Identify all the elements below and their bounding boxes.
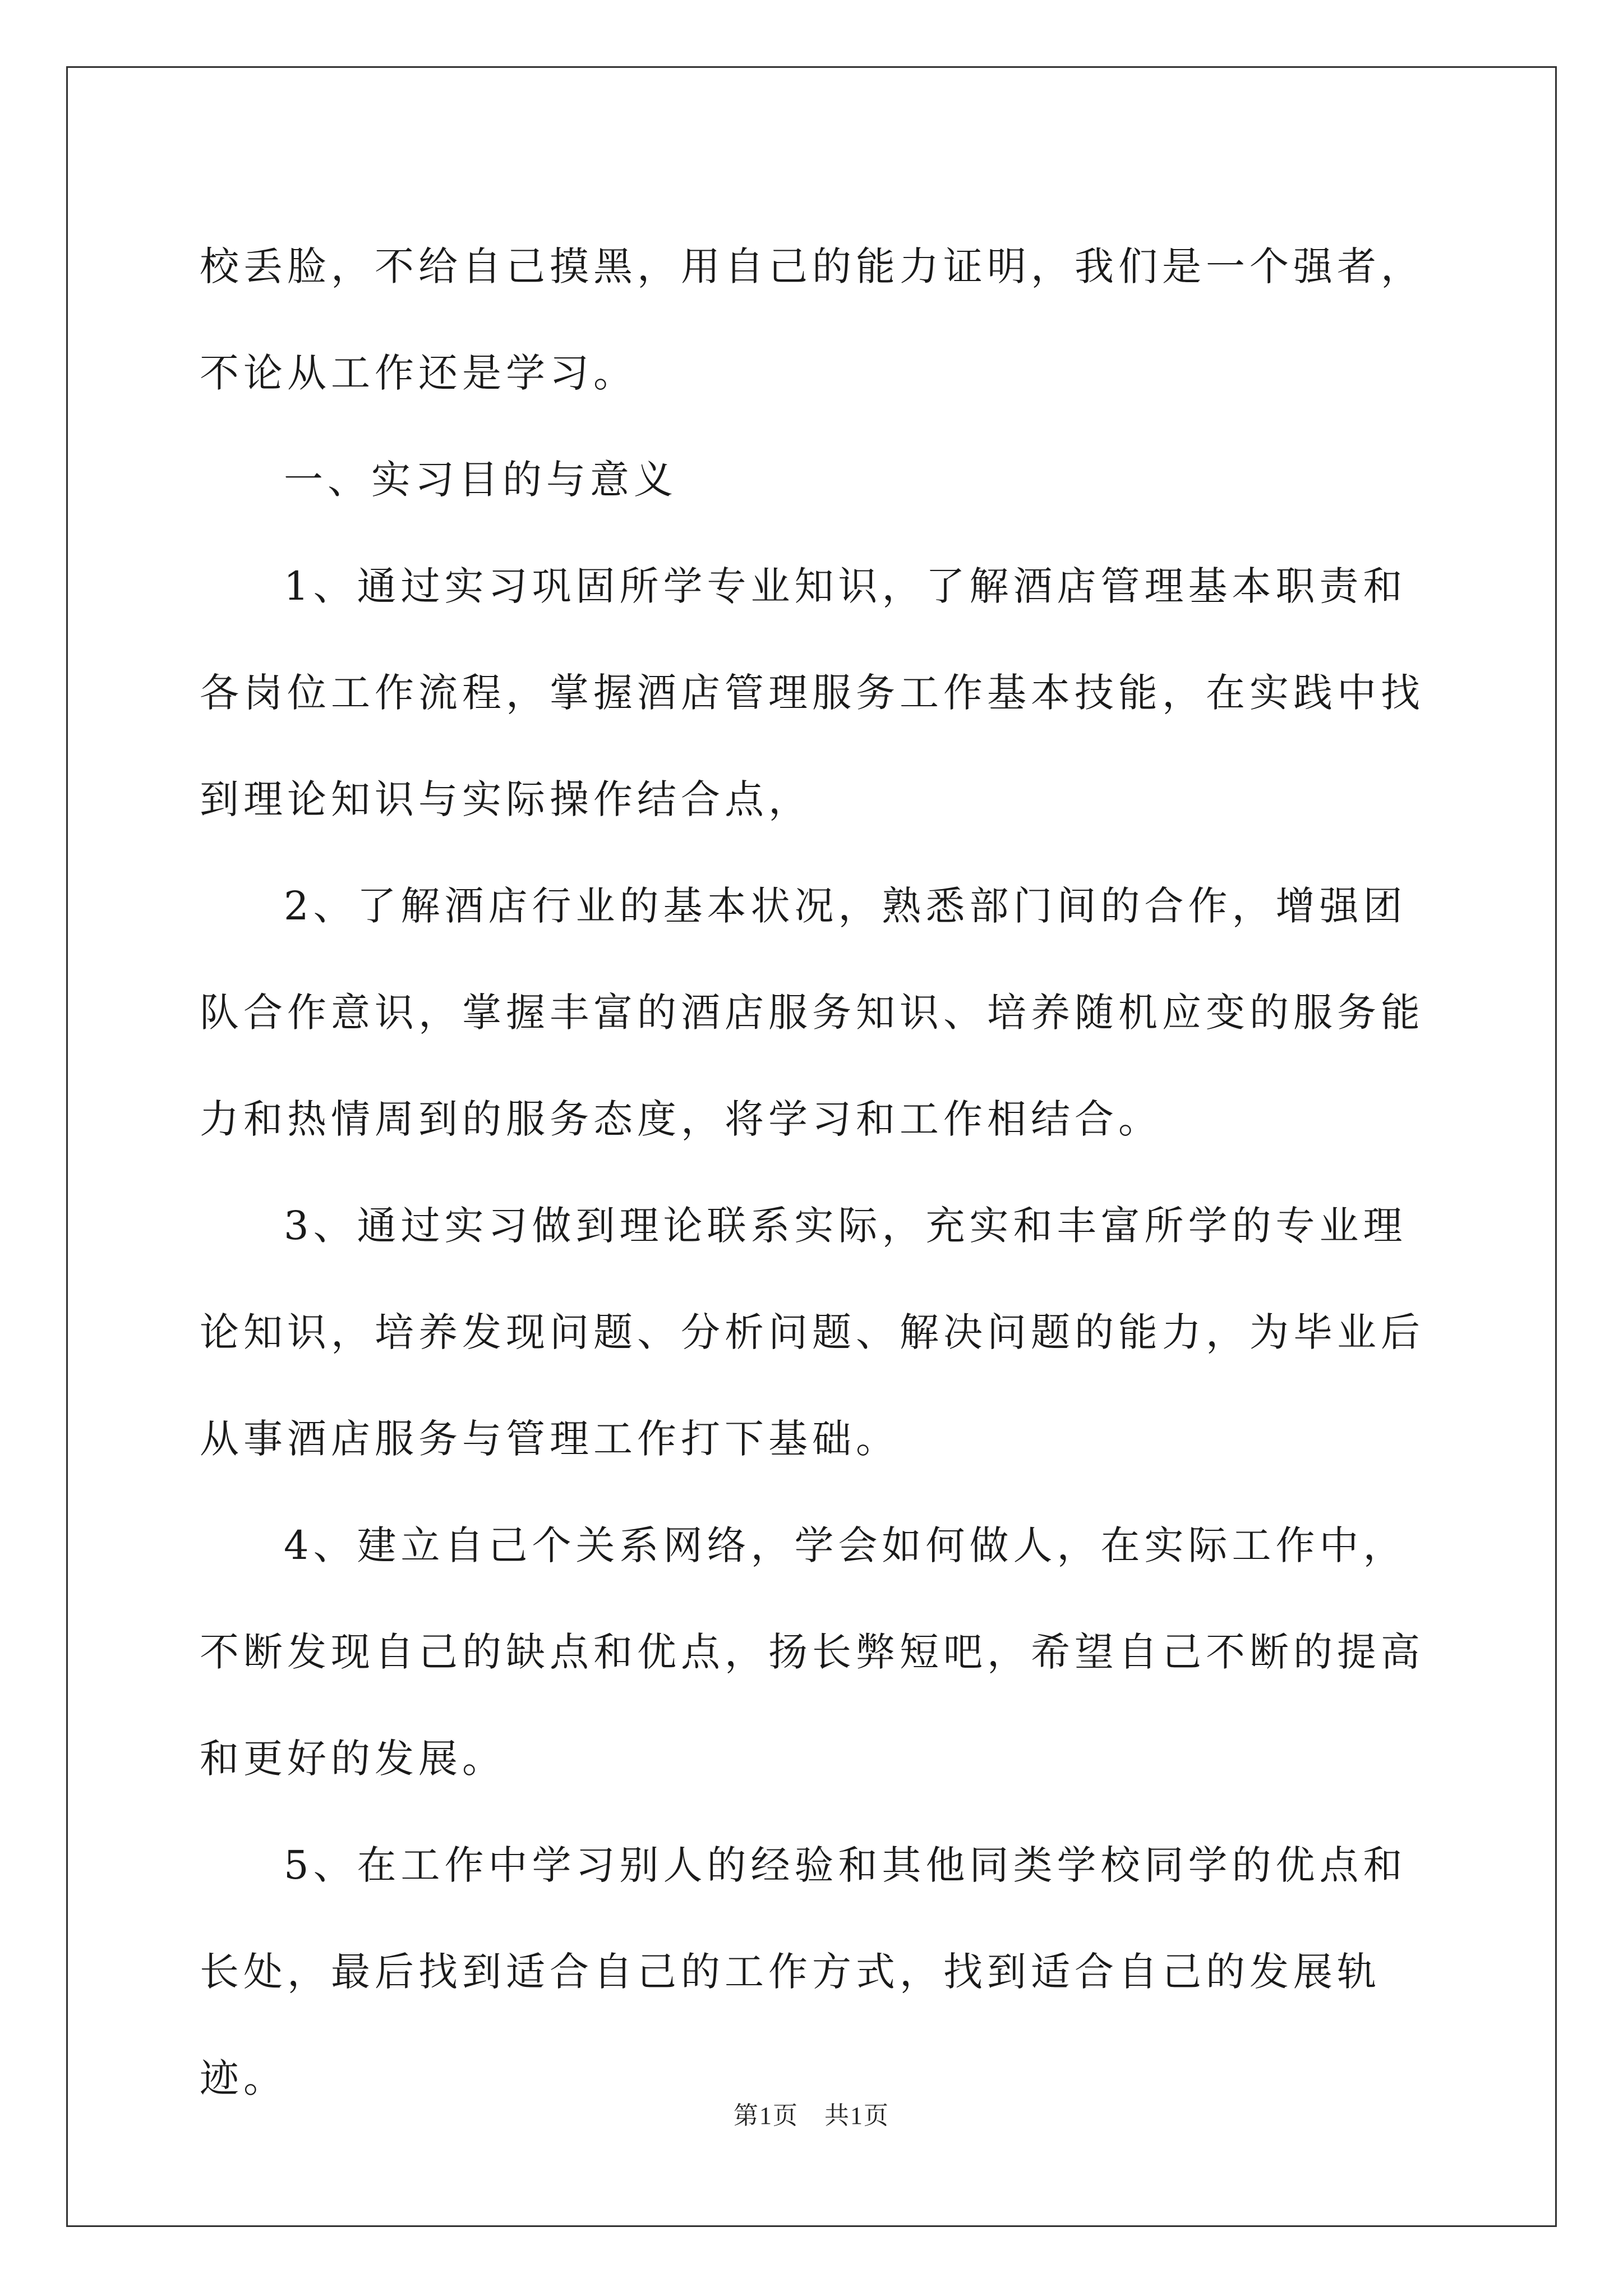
list-item-2: 2、了解酒店行业的基本状况，熟悉部门间的合作，增强团队合作意识，掌握丰富的酒店服务知识、培养随机应变的服务能力和热情周到的服务态度，将学习和工作相结合。 — [200, 883, 1424, 1142]
section-heading: 一、实习目的与意义 — [284, 457, 677, 503]
list-item-5: 5、在工作中学习别人的经验和其他同类学校同学的优点和长处，最后找到适合自己的工作方式，找到适合自己的发展轨迹。 — [200, 1842, 1407, 2101]
list-item-4: 4、建立自己个关系网络，学会如何做人，在实际工作中，不断发现自己的缺点和优点，扬长弊短吧，希望自己不断的提高和更好的发展。 — [200, 1522, 1424, 1782]
page-footer: 第1页 共1页 — [734, 2102, 889, 2129]
list-item-1: 1、通过实习巩固所学专业知识，了解酒店管理基本职责和各岗位工作流程，掌握酒店管理服务工作基本技能，在实践中找到理论知识与实际操作结合点， — [200, 563, 1424, 822]
list-item-3: 3、通过实习做到理论联系实际，充实和丰富所学的专业理论知识，培养发现问题、分析问题、解决问题的能力，为毕业后从事酒店服务与管理工作打下基础。 — [200, 1203, 1424, 1462]
document-body — [200, 213, 1428, 2132]
paragraph-continuation: 校丢脸，不给自己摸黑，用自己的能力证明，我们是一个强者，不论从工作还是学习。 — [200, 243, 1424, 396]
